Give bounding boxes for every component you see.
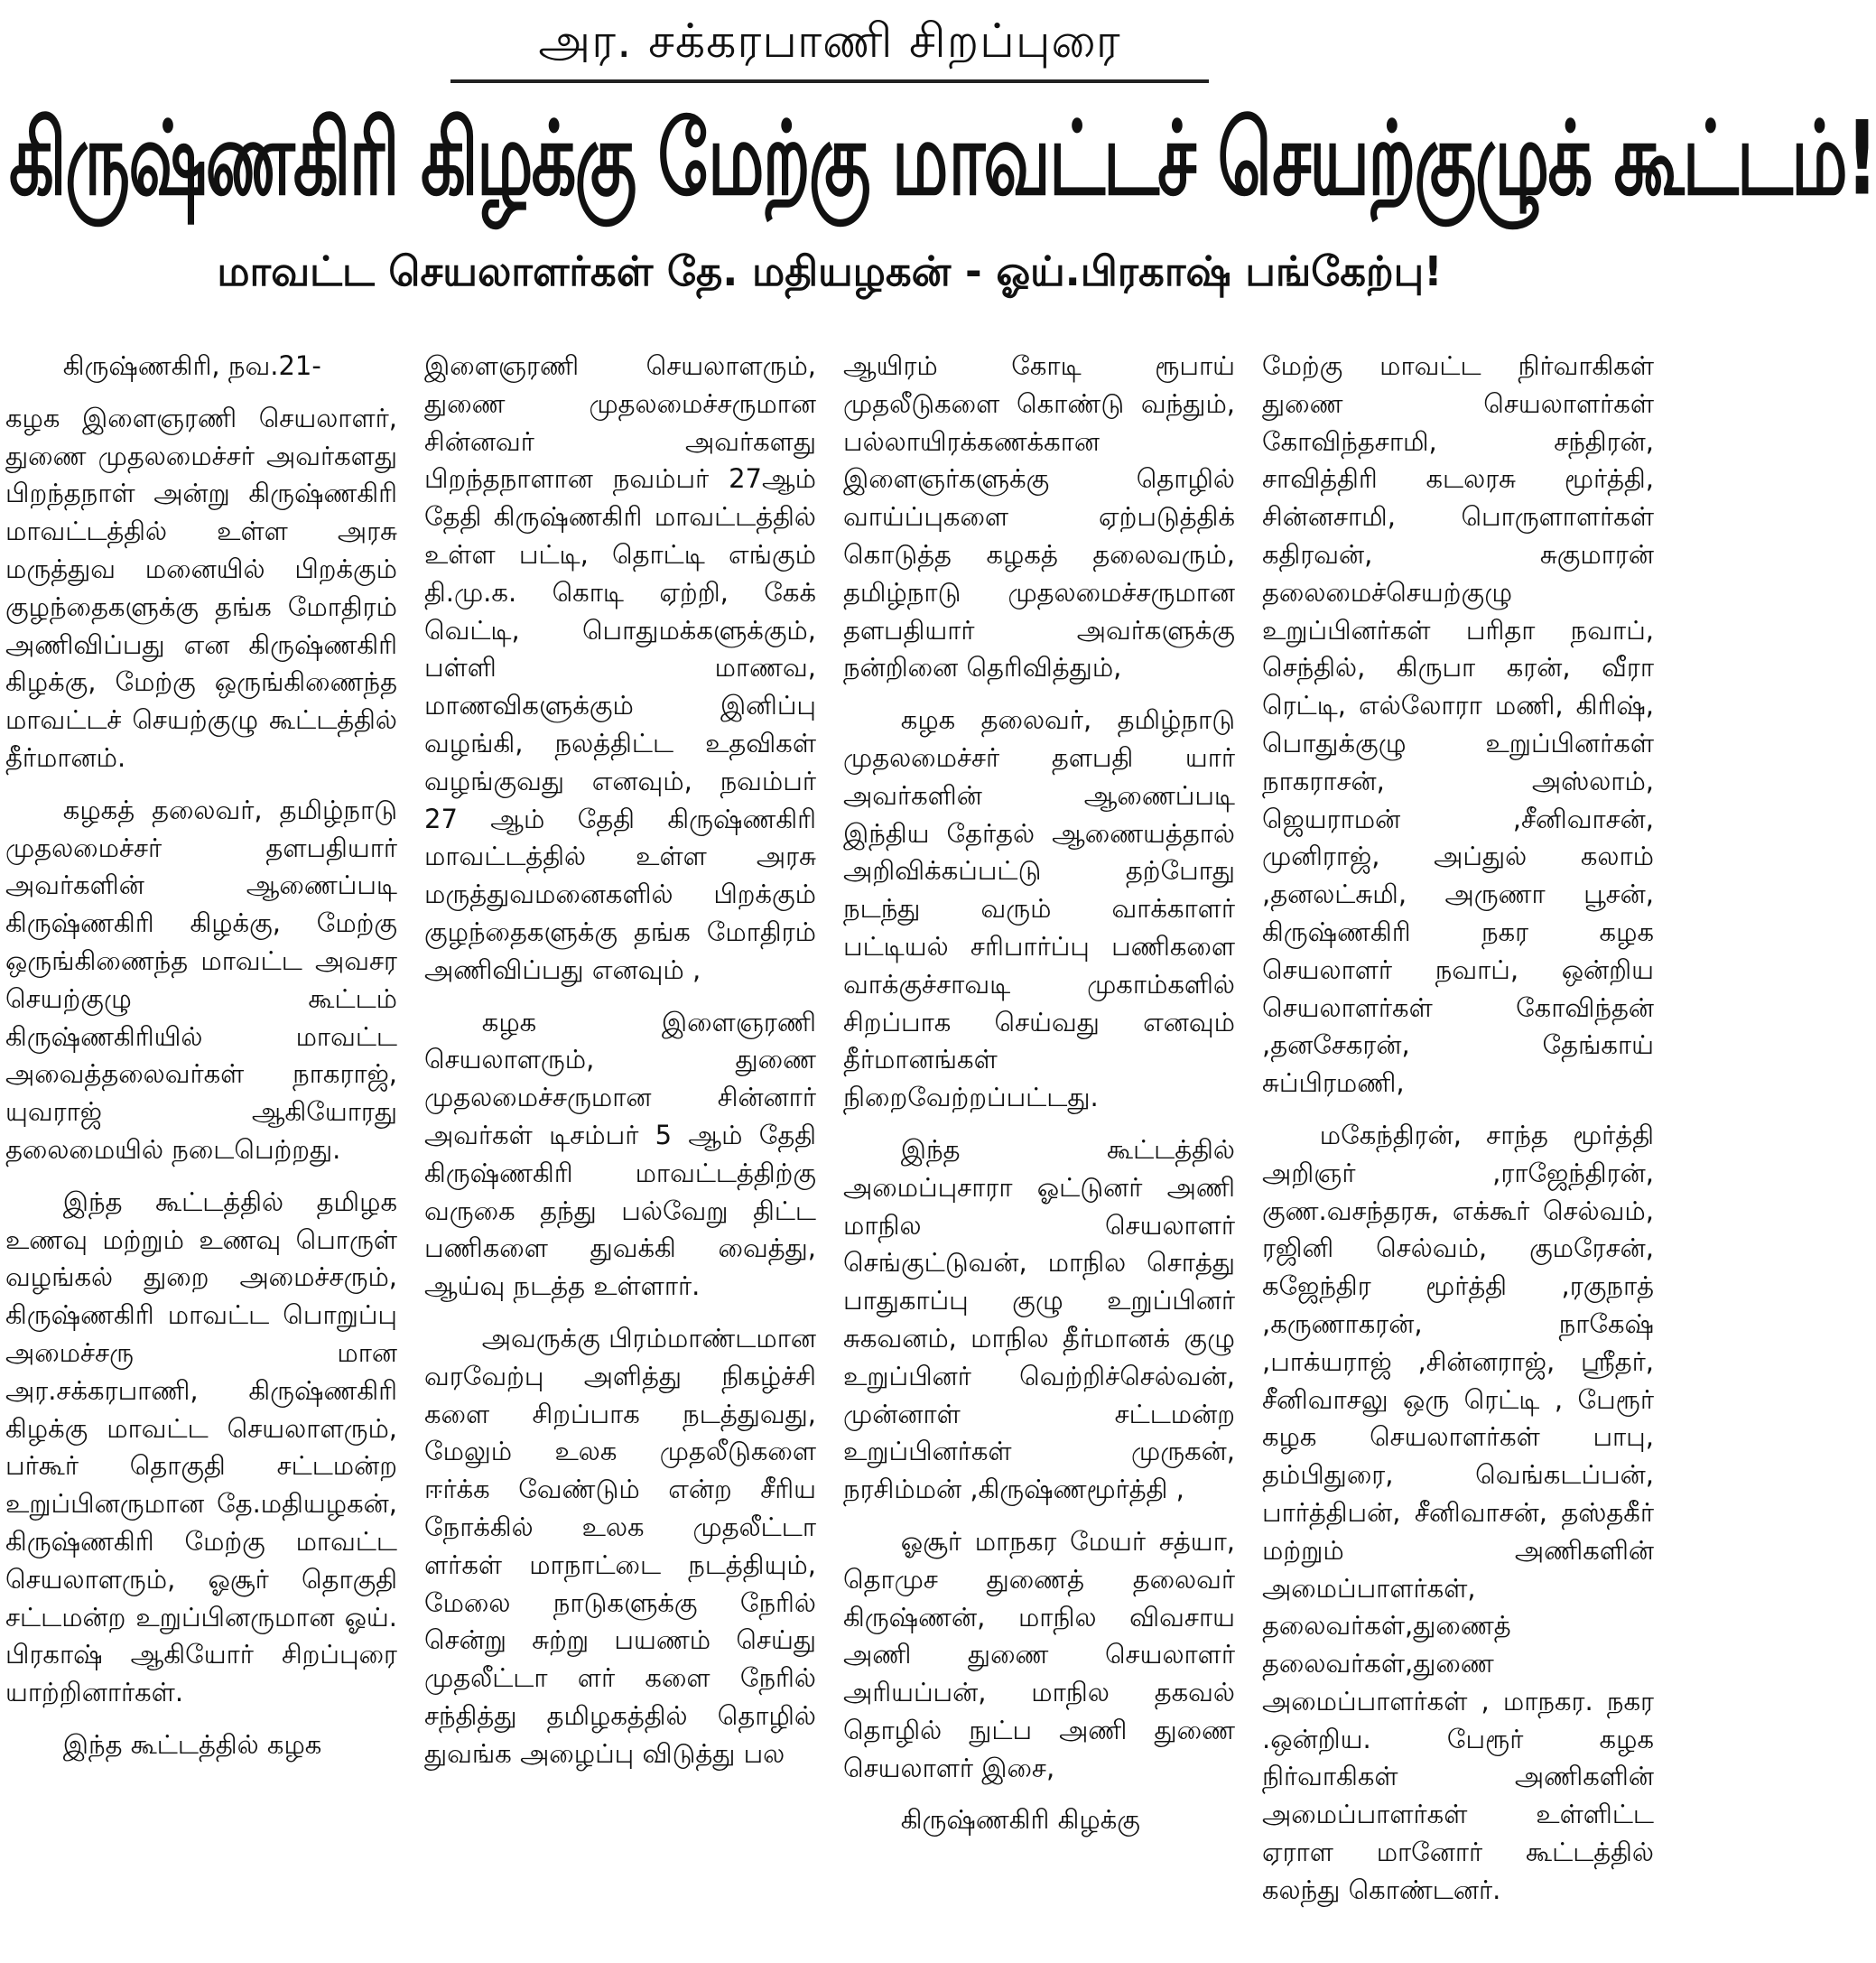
- article-paragraph: மகேந்திரன், சாந்த மூர்த்தி அறிஞர் ,ராஜேந்திரன், குண.வசந்தரசு, எக்கூர் செல்வம், ரஜினி செல்வம், குமரேசன், கஜேந்திர மூர்த்தி ,ரகுநாத் ,கருணாகரன், நாகேஷ் ,பாக்யராஜ் ,சின்னராஜ், ஸ்ரீதர், சீனிவாசலு ஒரு ரெட்டி , பேரூர் கழக செயலாளர்கள் பாபு, தம்பிதுரை, வெங்கடப்பன், பார்த்திபன், சீனிவாசன், தஸ்தகீர் மற்றும் அணிகளின் அமைப்பாளர்கள், தலைவர்கள்,துணைத் தலைவர்கள்,துணை அமைப்பாளர்கள் , மாநகர. நகர .ஒன்றிய. பேரூர் கழக நிர்வாகிகள் அணிகளின் அமைப்பாளர்கள் உள்ளிட்ட ஏராள மானோர் கூட்டத்தில் கலந்து கொண்டனர்.: [1262, 1119, 1654, 1905]
- article-column-3: [843, 348, 1235, 1963]
- article-paragraph: மேற்கு மாவட்ட நிர்வாகிகள் துணை செயலாளர்கள் கோவிந்தசாமி, சந்திரன், சாவித்திரி கடலரசு மூர்த்தி, சின்னசாமி, பொருளாளர்கள் கதிரவன், சுகுமாரன் தலைமைச்செயற்குழு உறுப்பினர்கள் பரிதா நவாப், செந்தில், கிருபா கரன், வீரா ரெட்டி, எல்லோரா மணி, கிரிஷ், பொதுக்குழு உறுப்பினர்கள் நாகராசன், அஸ்லாம், ஜெயராமன் ,சீனிவாசன், முனிராஜ், அப்துல் கலாம் ,தனலட்சுமி, அருணா பூசன், கிருஷ்ணகிரி நகர கழக செயலாளர் நவாப், ஒன்றிய செயலாளர்கள் கோவிந்தன் ,தனசேகரன், தேங்காய் சுப்பிரமணி,: [1262, 350, 1654, 1099]
- article-paragraph: கழக தலைவர், தமிழ்நாடு முதலமைச்சர் தளபதி யார் அவர்களின் ஆணைப்படி இந்திய தேர்தல் ஆணையத்தால் அறிவிக்கப்பட்டு தற்போது நடந்து வரும் வாக்காளர் பட்டியல் சரிபார்ப்பு பணிகளை வாக்குச்சாவடி முகாம்களில் சிறப்பாக செய்வது எனவும் தீர்மானங்கள் நிறைவேற்றப்பட்டது.: [843, 704, 1235, 1113]
- article-paragraph: இளைஞரணி செயலாளரும், துணை முதலமைச்சருமான சின்னவர் அவர்களது பிறந்தநாளான நவம்பர் 27ஆம் தேதி கிருஷ்ணகிரி மாவட்டத்தில் உள்ள பட்டி, தொட்டி எங்கும் தி.மு.க. கொடி ஏற்றி, கேக் வெட்டி, பொதுமக்களுக்கும், பள்ளி மாணவ, மாணவிகளுக்கும் இனிப்பு வழங்கி, நலத்திட்ட உதவிகள் வழங்குவது எனவும், நவம்பர் 27 ஆம் தேதி கிருஷ்ணகிரி மாவட்டத்தில் உள்ள அரசு மருத்துவமனைகளில் பிறக்கும் குழந்தைகளுக்கு தங்க மோதிரம் அணிவிப்பது எனவும் ,: [424, 350, 816, 985]
- kicker-rule: [450, 79, 1209, 83]
- article-paragraph: கிருஷ்ணகிரி, நவ.21-: [62, 350, 321, 381]
- article-paragraph: அவருக்கு பிரம்மாண்டமான வரவேற்பு அளித்து நிகழ்ச்சி களை சிறப்பாக நடத்துவது, மேலும் உலக முதலீடுகளை ஈர்க்க வேண்டும் என்ற சீரிய நோக்கில் உலக முதலீட்டா ளர்கள் மாநாட்டை நடத்தியும், மேலை நாடுகளுக்கு நேரில் சென்று சுற்று பயணம் செய்து முதலீட்டா ளர் களை நேரில் சந்தித்து தமிழகத்தில் தொழில் துவங்க அழைப்பு விடுத்து பல: [424, 1322, 816, 1769]
- article-body: [5, 348, 1654, 1963]
- article-paragraph: ஆயிரம் கோடி ரூபாய் முதலீடுகளை கொண்டு வந்தும், பல்லாயிரக்கணக்கான இளைஞர்களுக்கு தொழில் வாய்ப்புகளை ஏற்படுத்திக் கொடுத்த கழகத் தலைவரும், தமிழ்நாடு முதலமைச்சருமான தளபதியார் அவர்களுக்கு நன்றினை தெரிவித்தும்,: [843, 350, 1235, 684]
- kicker-text: அர. சக்கரபாணி சிறப்புரை: [538, 14, 1121, 69]
- article-paragraph: கழக இளைஞரணி செயலாளர், துணை முதலமைச்சர் அவர்களது பிறந்தநாள் அன்று கிருஷ்ணகிரி மாவட்டத்தில் உள்ள அரசு மருத்துவ மனையில் பிறக்கும் குழந்தைகளுக்கு தங்க மோதிரம் அணிவிப்பது என கிருஷ்ணகிரி கிழக்கு, மேற்கு ஒருங்கிணைந்த மாவட்டச் செயற்குழு கூட்டத்தில் தீர்மானம்.: [5, 402, 397, 773]
- article-paragraph: இந்த கூட்டத்தில் கழக: [62, 1728, 322, 1760]
- article-column-4: [1262, 348, 1654, 1963]
- subheadline: மாவட்ட செயலாளர்கள் தே. மதியழகன் - ஓய்.பிரகாஷ் பங்கேற்பு!: [217, 247, 1443, 295]
- article-column-2: [424, 348, 816, 1963]
- article-paragraph: ஓசூர் மாநகர மேயர் சத்யா, தொமுச துணைத் தலைவர் கிருஷ்ணன், மாநில விவசாய அணி துணை செயலாளர் அரியப்பன், மாநில தகவல் தொழில் நுட்ப அணி துணை செயலாளர் இசை,: [843, 1525, 1235, 1783]
- article-column-1: [5, 348, 397, 1963]
- article-paragraph: இந்த கூட்டத்தில் தமிழக உணவு மற்றும் உணவு பொருள் வழங்கல் துறை அமைச்சரும், கிருஷ்ணகிரி மாவட்ட பொறுப்பு அமைச்சரு மான அர.சக்கரபாணி, கிருஷ்ணகிரி கிழக்கு மாவட்ட செயலாளரும், பர்கூர் தொகுதி சட்டமன்ற உறுப்பினருமான தே.மதியழகன், கிருஷ்ணகிரி மேற்கு மாவட்ட செயலாளரும், ஓசூர் தொகுதி சட்டமன்ற உறுப்பினருமான ஓய். பிரகாஷ் ஆகியோர் சிறப்புரை யாற்றினார்கள்.: [5, 1186, 397, 1708]
- article-paragraph: கிருஷ்ணகிரி கிழக்கு: [900, 1804, 1140, 1836]
- article-paragraph: கழகத் தலைவர், தமிழ்நாடு முதலமைச்சர் தளபதியார் அவர்களின் ஆணைப்படி கிருஷ்ணகிரி கிழக்கு, மேற்கு ஒருங்கிணைந்த மாவட்ட அவசர செயற்குழு கூட்டம் கிருஷ்ணகிரியில் மாவட்ட அவைத்தலைவர்கள் நாகராஜ், யுவராஜ் ஆகியோரது தலைமையில் நடைபெற்றது.: [5, 794, 397, 1165]
- article-paragraph: கழக இளைஞரணி செயலாளரும், துணை முதலமைச்சருமான சின்னார் அவர்கள் டிசம்பர் 5 ஆம் தேதி கிருஷ்ணகிரி மாவட்டத்திற்கு வருகை தந்து பல்வேறு திட்ட பணிகளை துவக்கி வைத்து, ஆய்வு நடத்த உள்ளார்.: [424, 1006, 816, 1302]
- article-paragraph: இந்த கூட்டத்தில் அமைப்புசாரா ஓட்டுனர் அணி மாநில செயலாளர் செங்குட்டுவன், மாநில சொத்து பாதுகாப்பு குழு உறுப்பினர் சுகவனம், மாநில தீர்மானக் குழு உறுப்பினர் வெற்றிச்செல்வன், முன்னாள் சட்டமன்ற உறுப்பினர்கள் முருகன், நரசிம்மன் ,கிருஷ்ணமூர்த்தி ,: [843, 1133, 1235, 1505]
- headline: கிருஷ்ணகிரி கிழக்கு மேற்கு மாவட்டச் செயற்குழுக் கூட்டம்!: [9, 100, 1876, 219]
